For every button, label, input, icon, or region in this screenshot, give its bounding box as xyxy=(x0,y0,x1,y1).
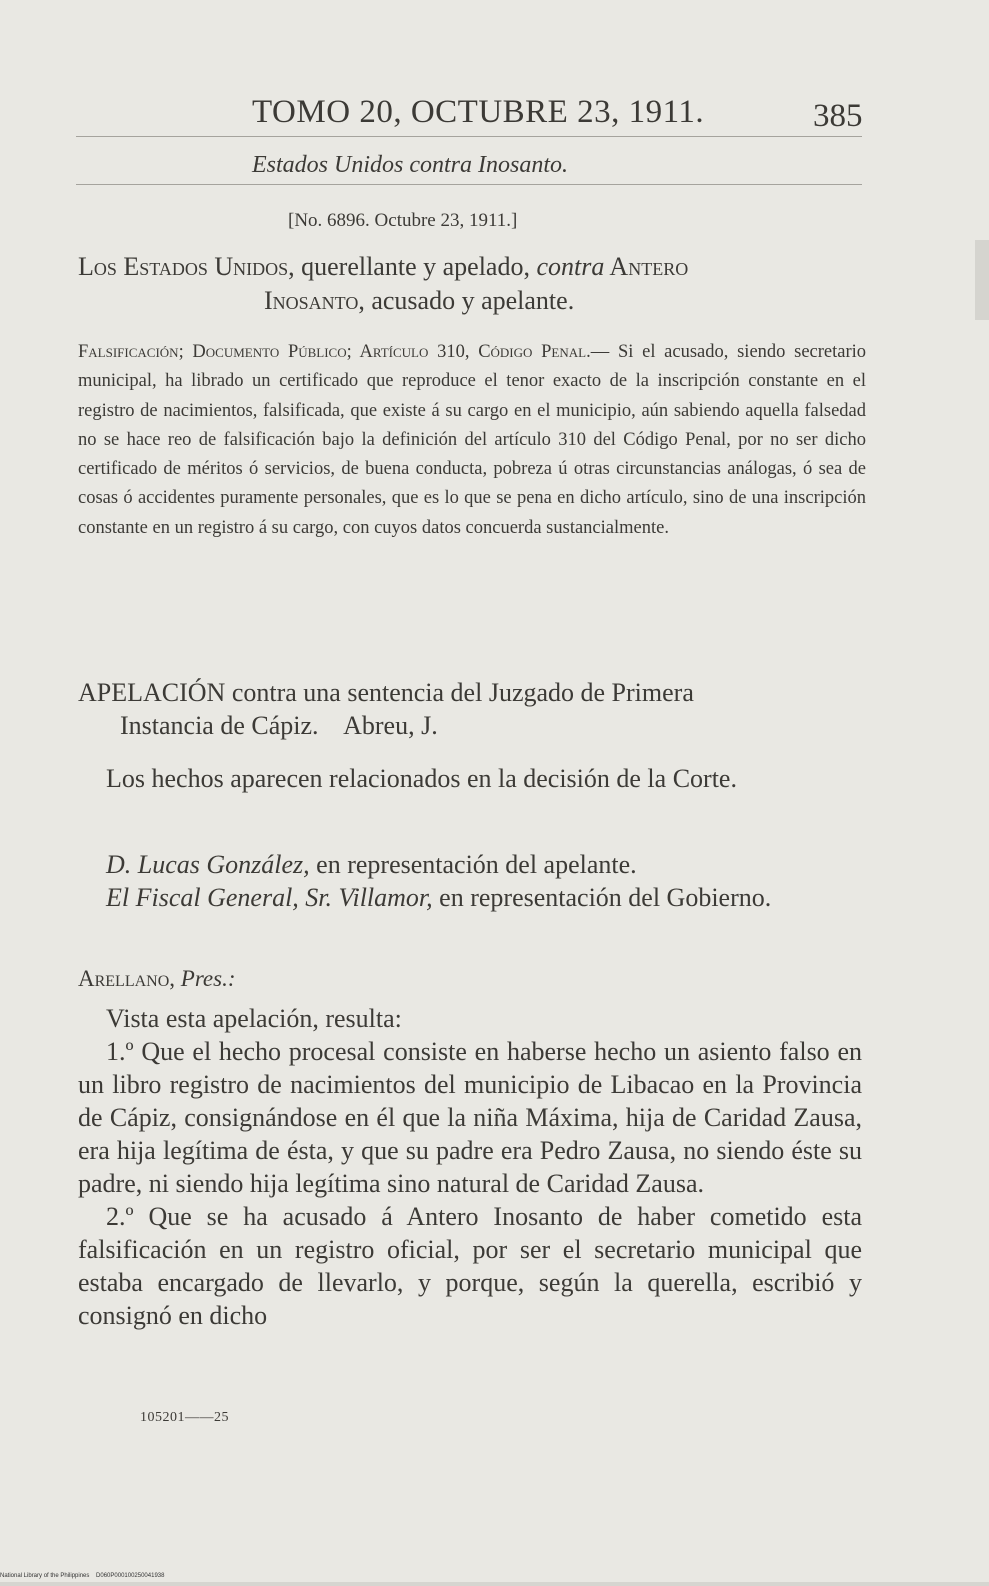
case-parties xyxy=(78,250,868,318)
judge-name: Arellano, xyxy=(78,966,176,991)
defendant-last-name: Inosanto, xyxy=(264,286,365,315)
opinion-paragraph-2: 2.º Que se ha acusado á Antero Inosanto de haber cometido esta falsificación en un registro oficial, por ser el secretario municipal que estaba encargado de llevarlo, y porque, según la querella, escribió y consignó en dicho xyxy=(78,1202,862,1330)
header-rule-top xyxy=(76,136,862,137)
counsel-section xyxy=(78,848,862,914)
counsel-government xyxy=(78,881,862,914)
opinion-author xyxy=(78,966,862,992)
counsel-appellant xyxy=(78,848,862,881)
defendant-first-name: Antero xyxy=(604,252,689,281)
header-rule-bottom xyxy=(76,184,862,185)
case-title-header: Estados Unidos contra Inosanto. xyxy=(252,152,569,178)
case-number-date: [No. 6896. Octubre 23, 1911.] xyxy=(288,210,518,231)
defendant-role: acusado y apelante. xyxy=(364,286,575,315)
printer-code: 105201——25 xyxy=(140,1410,229,1425)
government-counsel-role: en representación del Gobierno. xyxy=(432,883,772,912)
opinion-intro: Vista esta apelación, resulta: xyxy=(106,1004,402,1033)
appellant-counsel-name: D. Lucas González, xyxy=(106,850,310,879)
scan-footer-note: National Library of the Philippines D060P000100250041938 xyxy=(0,1573,165,1579)
judge-title: Pres.: xyxy=(175,966,236,991)
facts-statement: Los hechos aparecen relacionados en la decisión de la Corte. xyxy=(106,764,737,793)
parties-line-1 xyxy=(78,250,868,284)
syllabus-text: Si el acusado, siendo secretario municipal, ha librado un certificado que reproduce el tenor exacto de la inscripción constante en el registro de nacimientos, falsificada, que existe á su cargo en el municipio, aún sabiendo aquella falsedad no se hace reo de falsificación bajo la definición del artículo 310 del Código Penal, por no ser dicho certificado de méritos ó servicios, de buena conducta, pobreza ú otras circunstancias análogas, ó sea de cosas ó accidentes puramente personales, que es lo que se pena en dicho artículo, sino de una inscripción constante en un registro á su cargo, con cuyos datos concuerda sustancialmente. xyxy=(78,342,867,538)
plaintiff-name: Los Estados Unidos, xyxy=(78,252,295,281)
page-number: 385 xyxy=(813,98,863,134)
syllabus-heading: Falsificación; Documento Público; Artículo 310, Código Penal.— xyxy=(78,342,610,362)
plaintiff-role: querellante y apelado, xyxy=(294,252,537,281)
opinion-body xyxy=(78,1002,862,1332)
government-counsel-name: El Fiscal General, Sr. Villamor, xyxy=(106,883,433,912)
appeal-line-1: APELACIÓN contra una sentencia del Juzgado de Primera xyxy=(78,678,694,707)
page-edge-shadow xyxy=(975,240,989,320)
running-head: TOMO 20, OCTUBRE 23, 1911. xyxy=(252,94,705,130)
appeal-line-2: Instancia de Cápiz. Abreu, J. xyxy=(120,711,438,740)
appellant-counsel-role: en representación del apelante. xyxy=(309,850,637,879)
opinion-paragraph-1: 1.º Que el hecho procesal consiste en haberse hecho un asiento falso en un libro registro de nacimientos del municipio de Libacao en la Provincia de Cápiz, consignándose en él que la niña Máxima, hija de Caridad Zausa, era hija legítima de ésta, y que su padre era Pedro Zausa, no siendo éste su padre, ni siendo hija legítima sino natural de Caridad Zausa. xyxy=(78,1037,862,1198)
appeal-statement xyxy=(78,676,862,742)
scan-footer-bar xyxy=(0,1582,989,1586)
contra-word: contra xyxy=(536,252,605,281)
parties-line-2 xyxy=(78,284,868,318)
syllabus xyxy=(78,338,866,543)
